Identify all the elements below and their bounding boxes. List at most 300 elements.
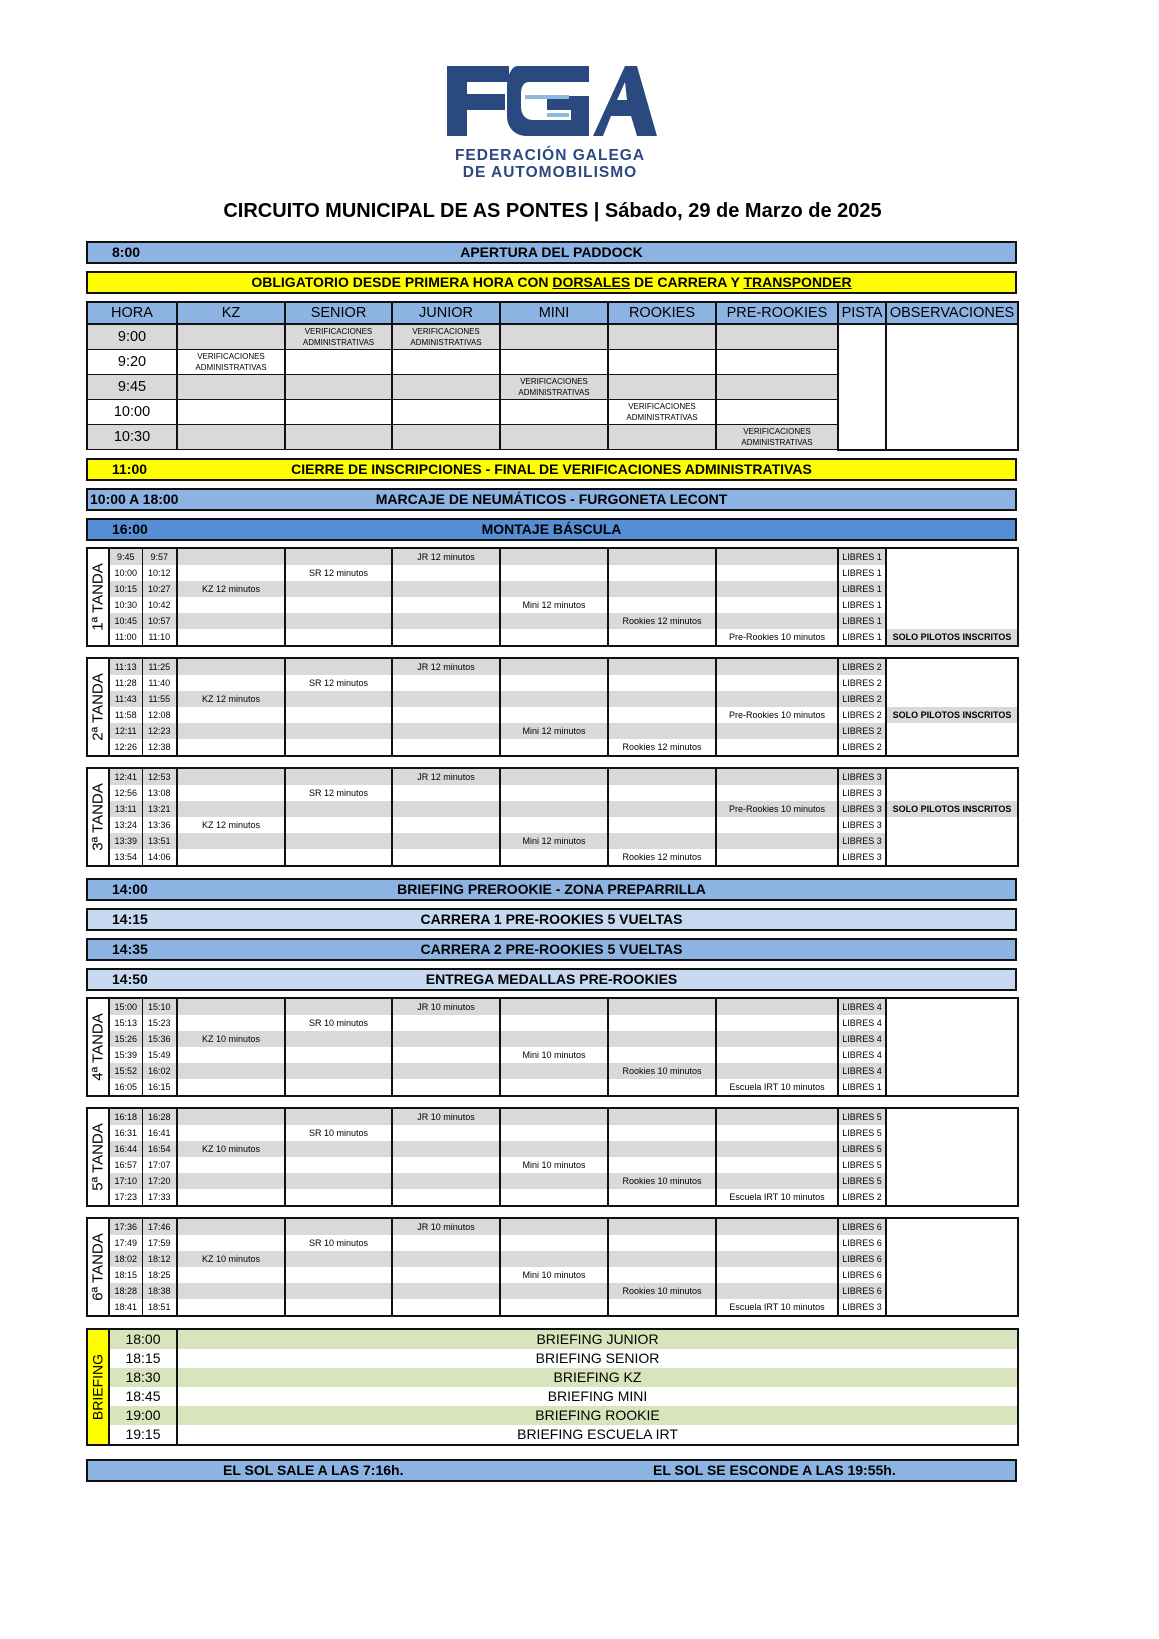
event-time: 16:00	[112, 521, 148, 537]
pista-cell: LIBRES 3	[838, 849, 886, 866]
event-time: 14:35	[112, 941, 148, 957]
tanda-label: 4ª TANDA	[89, 1013, 107, 1081]
briefing-time: 18:15	[109, 1349, 177, 1368]
session-cell	[716, 849, 838, 866]
session-cell	[500, 613, 608, 629]
session-cell: Mini 12 minutos	[500, 597, 608, 613]
observaciones-cell	[886, 785, 1018, 801]
session-cell	[177, 658, 285, 675]
session-cell	[177, 1125, 285, 1141]
session-cell	[500, 1015, 608, 1031]
tanda-label: 3ª TANDA	[89, 783, 107, 851]
observaciones-cell	[886, 1031, 1018, 1047]
session-cell	[608, 1108, 716, 1125]
session-cell	[177, 597, 285, 613]
verification-time: 9:00	[87, 324, 177, 350]
session-cell	[716, 723, 838, 739]
tanda-row	[87, 1047, 1018, 1063]
session-cell	[716, 597, 838, 613]
observaciones-cell	[886, 691, 1018, 707]
tanda-row	[87, 1031, 1018, 1047]
session-cell: SR 12 minutos	[285, 565, 392, 581]
session-start: 15:00	[109, 998, 142, 1015]
session-cell	[177, 1218, 285, 1235]
session-start: 11:00	[109, 629, 142, 646]
event-bar	[86, 458, 1017, 481]
session-cell	[285, 629, 392, 646]
verification-cell	[716, 324, 838, 350]
verification-time: 9:20	[87, 350, 177, 375]
pista-cell: LIBRES 6	[838, 1283, 886, 1299]
session-cell	[285, 691, 392, 707]
session-end: 12:38	[142, 739, 177, 756]
session-start: 16:44	[109, 1141, 142, 1157]
session-end: 16:54	[142, 1141, 177, 1157]
column-header-mini: MINI	[500, 302, 608, 324]
pista-cell: LIBRES 2	[838, 658, 886, 675]
tanda-row	[87, 658, 1018, 675]
session-end: 9:57	[142, 548, 177, 565]
session-cell	[392, 1079, 500, 1096]
session-cell	[716, 1031, 838, 1047]
observaciones-cell	[886, 739, 1018, 756]
session-cell	[285, 739, 392, 756]
sunset-text: EL SOL SE ESCONDE A LAS 19:55h.	[653, 1462, 896, 1478]
session-end: 17:33	[142, 1189, 177, 1206]
session-start: 15:52	[109, 1063, 142, 1079]
session-cell: Rookies 12 minutos	[608, 739, 716, 756]
verification-text-line2: ADMINISTRATIVAS	[195, 363, 267, 372]
event-label: MONTAJE BÁSCULA	[481, 521, 622, 537]
observaciones-cell	[886, 1189, 1018, 1206]
verification-cell	[716, 400, 838, 425]
session-end: 15:10	[142, 998, 177, 1015]
session-end: 13:36	[142, 817, 177, 833]
session-end: 17:46	[142, 1218, 177, 1235]
event-time: 11:00	[112, 461, 148, 477]
briefing-text: BRIEFING MINI	[177, 1387, 1018, 1406]
event-bar	[86, 518, 1017, 541]
session-cell	[608, 691, 716, 707]
session-cell	[500, 581, 608, 597]
session-cell	[716, 581, 838, 597]
session-end: 18:25	[142, 1267, 177, 1283]
session-cell	[392, 1141, 500, 1157]
tanda-label: 5ª TANDA	[89, 1123, 107, 1191]
pista-cell: LIBRES 5	[838, 1141, 886, 1157]
notice-bar	[86, 271, 1017, 294]
session-cell	[608, 1251, 716, 1267]
verification-cell	[177, 400, 285, 425]
verification-cell	[500, 425, 608, 450]
column-header-pista: PISTA	[838, 302, 886, 324]
session-start: 16:05	[109, 1079, 142, 1096]
pista-cell: LIBRES 1	[838, 565, 886, 581]
tanda-label-cell	[87, 1218, 109, 1316]
session-cell	[285, 613, 392, 629]
verification-cell	[500, 400, 608, 425]
session-end: 18:38	[142, 1283, 177, 1299]
logo-text-line1: FEDERACIÓN GALEGA	[454, 147, 646, 164]
session-cell	[500, 707, 608, 723]
session-cell	[285, 1047, 392, 1063]
session-cell	[500, 1251, 608, 1267]
session-cell	[177, 1079, 285, 1096]
event-label: MARCAJE DE NEUMÁTICOS - FURGONETA LECONT	[375, 491, 728, 507]
tanda-table	[86, 547, 1019, 647]
session-end: 15:49	[142, 1047, 177, 1063]
pista-cell: LIBRES 2	[838, 691, 886, 707]
briefing-time: 18:45	[109, 1387, 177, 1406]
tanda-row	[87, 723, 1018, 739]
session-cell	[500, 629, 608, 646]
session-cell	[285, 849, 392, 866]
verification-cell	[285, 400, 392, 425]
session-cell	[285, 1031, 392, 1047]
session-cell	[716, 1047, 838, 1063]
session-cell	[285, 1218, 392, 1235]
opening-time: 8:00	[112, 244, 141, 260]
session-cell	[177, 723, 285, 739]
session-cell	[608, 675, 716, 691]
session-start: 9:45	[109, 548, 142, 565]
tanda-row	[87, 1251, 1018, 1267]
session-cell	[500, 1079, 608, 1096]
session-cell	[608, 629, 716, 646]
session-end: 13:08	[142, 785, 177, 801]
session-start: 17:36	[109, 1218, 142, 1235]
tanda-row	[87, 849, 1018, 866]
session-start: 13:11	[109, 801, 142, 817]
session-cell	[285, 723, 392, 739]
session-cell	[392, 1251, 500, 1267]
verification-text-line1: VERIFICACIONES	[197, 352, 265, 361]
observaciones-cell	[886, 1125, 1018, 1141]
observaciones-cell	[886, 1141, 1018, 1157]
sunrise-text: EL SOL SALE A LAS 7:16h.	[223, 1462, 404, 1478]
session-cell	[392, 1031, 500, 1047]
session-cell: Mini 10 minutos	[500, 1267, 608, 1283]
session-cell	[500, 998, 608, 1015]
session-start: 11:43	[109, 691, 142, 707]
session-cell	[608, 1218, 716, 1235]
briefing-text: BRIEFING ESCUELA IRT	[177, 1425, 1018, 1445]
session-cell	[608, 597, 716, 613]
session-start: 13:54	[109, 849, 142, 866]
session-cell	[608, 1235, 716, 1251]
observaciones-cell	[886, 1235, 1018, 1251]
observaciones-cell	[886, 675, 1018, 691]
observaciones-cell	[886, 548, 1018, 565]
column-header-senior: SENIOR	[285, 302, 392, 324]
tanda-row	[87, 1063, 1018, 1079]
tanda-row	[87, 998, 1018, 1015]
session-cell	[608, 1299, 716, 1316]
tanda-row	[87, 739, 1018, 756]
session-start: 16:57	[109, 1157, 142, 1173]
event-bar	[86, 938, 1017, 961]
briefing-table	[86, 1328, 1019, 1446]
observaciones-cell	[886, 1063, 1018, 1079]
tanda-row	[87, 629, 1018, 646]
session-cell	[177, 1047, 285, 1063]
tanda-table	[86, 1217, 1019, 1317]
session-cell	[392, 1283, 500, 1299]
verification-cell	[608, 375, 716, 400]
verification-text-line1: VERIFICACIONES	[628, 402, 696, 411]
session-start: 18:02	[109, 1251, 142, 1267]
session-cell	[608, 785, 716, 801]
session-cell	[716, 1157, 838, 1173]
session-end: 13:21	[142, 801, 177, 817]
session-cell	[608, 548, 716, 565]
session-cell	[392, 1063, 500, 1079]
pista-cell: LIBRES 2	[838, 1189, 886, 1206]
tanda-row	[87, 548, 1018, 565]
session-cell: JR 10 minutos	[392, 998, 500, 1015]
session-cell	[716, 565, 838, 581]
session-cell	[177, 1157, 285, 1173]
session-cell	[716, 1125, 838, 1141]
session-cell	[500, 1299, 608, 1316]
pista-cell: LIBRES 1	[838, 597, 886, 613]
session-end: 18:51	[142, 1299, 177, 1316]
event-label: ENTREGA MEDALLAS PRE-ROOKIES	[425, 971, 678, 987]
session-cell: JR 12 minutos	[392, 548, 500, 565]
session-cell	[716, 613, 838, 629]
briefing-row	[87, 1425, 1018, 1445]
session-cell	[392, 723, 500, 739]
session-cell	[285, 707, 392, 723]
observaciones-cell	[886, 849, 1018, 866]
session-cell	[716, 768, 838, 785]
session-cell	[177, 1283, 285, 1299]
verification-cell	[392, 375, 500, 400]
observaciones-cell	[886, 1299, 1018, 1316]
session-cell: KZ 10 minutos	[177, 1031, 285, 1047]
session-cell: KZ 10 minutos	[177, 1251, 285, 1267]
event-label: BRIEFING PREROOKIE - ZONA PREPARRILLA	[397, 881, 706, 897]
pista-cell: LIBRES 6	[838, 1251, 886, 1267]
observaciones-cell	[886, 324, 1018, 450]
tanda-row	[87, 833, 1018, 849]
session-cell	[285, 1141, 392, 1157]
session-end: 14:06	[142, 849, 177, 866]
pista-cell: LIBRES 2	[838, 739, 886, 756]
session-cell: Mini 10 minutos	[500, 1157, 608, 1173]
verification-text-line2: ADMINISTRATIVAS	[410, 338, 482, 347]
session-cell	[716, 1267, 838, 1283]
session-cell	[285, 548, 392, 565]
tanda-row	[87, 1218, 1018, 1235]
tanda-row	[87, 675, 1018, 691]
session-cell	[392, 785, 500, 801]
session-cell	[500, 1063, 608, 1079]
tanda-label-cell	[87, 658, 109, 756]
tanda-label-cell	[87, 548, 109, 646]
tanda-row	[87, 801, 1018, 817]
session-end: 11:55	[142, 691, 177, 707]
session-cell	[716, 1063, 838, 1079]
pista-cell: LIBRES 5	[838, 1157, 886, 1173]
session-cell	[608, 768, 716, 785]
tanda-row	[87, 785, 1018, 801]
pista-cell: LIBRES 4	[838, 1015, 886, 1031]
session-cell	[177, 1235, 285, 1251]
session-cell: Escuela IRT 10 minutos	[716, 1189, 838, 1206]
session-cell	[500, 849, 608, 866]
session-end: 16:02	[142, 1063, 177, 1079]
observaciones-cell	[886, 1251, 1018, 1267]
verification-cell	[177, 425, 285, 450]
pista-cell: LIBRES 1	[838, 1079, 886, 1096]
session-start: 17:23	[109, 1189, 142, 1206]
session-cell	[285, 817, 392, 833]
session-cell	[177, 833, 285, 849]
briefing-text: BRIEFING ROOKIE	[177, 1406, 1018, 1425]
session-start: 11:13	[109, 658, 142, 675]
session-cell	[500, 675, 608, 691]
session-end: 10:27	[142, 581, 177, 597]
opening-bar	[86, 241, 1017, 264]
session-cell	[392, 1125, 500, 1141]
pista-cell: LIBRES 3	[838, 833, 886, 849]
session-cell	[177, 1108, 285, 1125]
session-start: 18:41	[109, 1299, 142, 1316]
event-bar	[86, 878, 1017, 901]
observaciones-cell: SOLO PILOTOS INSCRITOS	[886, 629, 1018, 646]
event-time: 14:50	[112, 971, 148, 987]
session-cell: KZ 12 minutos	[177, 691, 285, 707]
observaciones-cell	[886, 1173, 1018, 1189]
session-cell	[392, 675, 500, 691]
sun-bar	[86, 1459, 1017, 1482]
session-cell	[608, 1047, 716, 1063]
notice-transponder: TRANSPONDER	[743, 274, 852, 290]
tanda-row	[87, 817, 1018, 833]
session-end: 11:40	[142, 675, 177, 691]
column-header-pre-rookies: PRE-ROOKIES	[716, 302, 838, 324]
observaciones-cell	[886, 1267, 1018, 1283]
session-cell	[177, 998, 285, 1015]
pista-cell: LIBRES 6	[838, 1218, 886, 1235]
verification-text-line1: VERIFICACIONES	[743, 427, 811, 436]
observaciones-cell	[886, 768, 1018, 785]
session-cell	[285, 1189, 392, 1206]
session-cell	[500, 691, 608, 707]
verification-cell	[177, 324, 285, 350]
session-cell	[716, 785, 838, 801]
pista-cell: LIBRES 2	[838, 707, 886, 723]
session-cell: Rookies 10 minutos	[608, 1283, 716, 1299]
session-cell	[716, 691, 838, 707]
session-cell	[285, 1173, 392, 1189]
event-label: CARRERA 1 PRE-ROOKIES 5 VUELTAS	[420, 911, 683, 927]
session-cell	[500, 1235, 608, 1251]
session-cell	[392, 581, 500, 597]
session-cell	[392, 691, 500, 707]
session-cell: Pre-Rookies 10 minutos	[716, 629, 838, 646]
session-cell	[177, 1015, 285, 1031]
session-cell: Rookies 12 minutos	[608, 613, 716, 629]
session-cell	[608, 1141, 716, 1157]
session-start: 10:30	[109, 597, 142, 613]
observaciones-cell	[886, 1157, 1018, 1173]
session-cell	[716, 1283, 838, 1299]
session-cell: JR 10 minutos	[392, 1218, 500, 1235]
session-cell	[716, 1235, 838, 1251]
tanda-label-cell	[87, 998, 109, 1096]
verification-cell	[608, 425, 716, 450]
column-header-junior: JUNIOR	[392, 302, 500, 324]
session-cell	[608, 801, 716, 817]
session-end: 18:12	[142, 1251, 177, 1267]
pista-cell: LIBRES 5	[838, 1125, 886, 1141]
session-cell	[392, 1235, 500, 1251]
pista-cell: LIBRES 1	[838, 629, 886, 646]
column-header-rookies: ROOKIES	[608, 302, 716, 324]
briefing-row	[87, 1329, 1018, 1349]
verification-cell	[608, 400, 716, 425]
session-cell	[285, 1283, 392, 1299]
event-time: 14:15	[112, 911, 148, 927]
session-cell	[392, 1299, 500, 1316]
session-start: 12:11	[109, 723, 142, 739]
pista-cell: LIBRES 4	[838, 1047, 886, 1063]
session-cell	[608, 1031, 716, 1047]
pista-cell: LIBRES 3	[838, 1299, 886, 1316]
session-cell	[392, 739, 500, 756]
session-cell: SR 10 minutos	[285, 1235, 392, 1251]
session-cell	[177, 548, 285, 565]
session-cell: SR 10 minutos	[285, 1015, 392, 1031]
session-end: 17:07	[142, 1157, 177, 1173]
tanda-row	[87, 1283, 1018, 1299]
session-cell	[608, 565, 716, 581]
briefing-text: BRIEFING KZ	[177, 1368, 1018, 1387]
session-cell	[177, 1189, 285, 1206]
session-cell	[177, 785, 285, 801]
session-cell	[392, 707, 500, 723]
session-cell	[285, 1267, 392, 1283]
session-cell: JR 10 minutos	[392, 1108, 500, 1125]
tanda-label-cell	[87, 1108, 109, 1206]
session-start: 16:31	[109, 1125, 142, 1141]
session-start: 18:28	[109, 1283, 142, 1299]
session-cell	[285, 1157, 392, 1173]
verification-cell	[392, 400, 500, 425]
session-cell	[716, 658, 838, 675]
briefing-label-cell	[87, 1329, 109, 1445]
tanda-row	[87, 1079, 1018, 1096]
briefing-row	[87, 1368, 1018, 1387]
session-cell	[500, 1031, 608, 1047]
pista-cell: LIBRES 5	[838, 1173, 886, 1189]
verification-cell	[608, 350, 716, 375]
session-cell	[285, 1079, 392, 1096]
session-cell	[177, 675, 285, 691]
session-cell	[177, 1267, 285, 1283]
notice-text	[88, 273, 1015, 292]
session-end: 17:59	[142, 1235, 177, 1251]
session-cell	[392, 629, 500, 646]
observaciones-cell	[886, 998, 1018, 1015]
session-cell	[608, 723, 716, 739]
session-cell	[608, 1189, 716, 1206]
session-cell	[285, 1299, 392, 1316]
session-cell: Pre-Rookies 10 minutos	[716, 801, 838, 817]
notice-part2: DE CARRERA Y	[630, 274, 744, 290]
